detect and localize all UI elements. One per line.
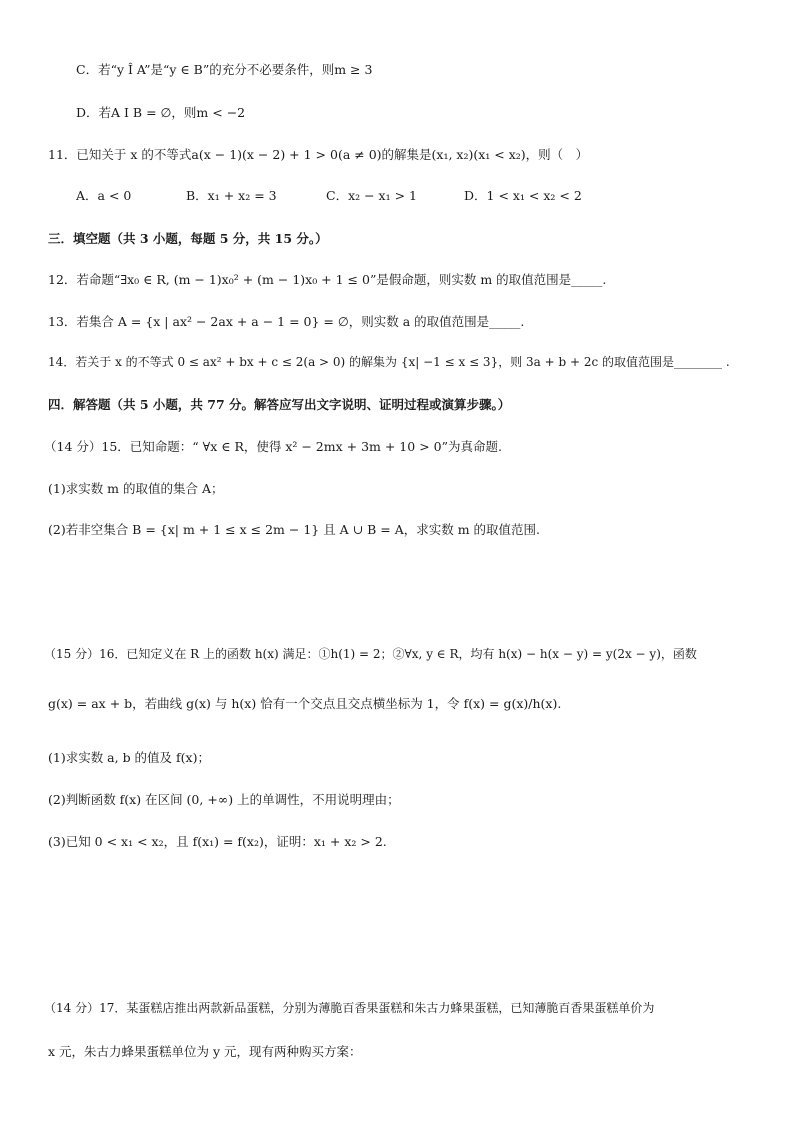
q16-part2: (2)判断函数 f(x) 在区间 (0, +∞) 上的单调性，不用说明理由； [48,792,400,807]
q11-option-b: B．x₁ + x₂ = 3 [186,188,277,203]
q16-stem-line1: （15 分）16．已知定义在 R 上的函数 h(x) 满足：①h(1) = 2；②∀x, y ∈ R，均有 h(x) − h(x − y) = y(2x − y)，函数 [44,647,697,661]
q15-part2: (2)若非空集合 B = {x| m + 1 ≤ x ≤ 2m − 1} 且 A ∪ B = A，求实数 m 的取值范围. [48,522,541,537]
q15-stem: （14 分）15．已知命题：“ ∀x ∈ R，使得 x² − 2mx + 3m + 10 > 0”为真命题. [44,439,502,454]
q16-part1: (1)求实数 a, b 的值及 f(x)； [48,750,210,765]
q11-option-d: D．1 < x₁ < x₂ < 2 [464,188,582,203]
q11-option-c: C．x₂ − x₁ > 1 [326,188,417,203]
q10-option-c: C．若“y Î A”是“y ∈ B”的充分不必要条件，则m ≥ 3 [76,62,373,77]
q11-options [0,186,794,206]
q17-stem-line2: x 元，朱古力蜂果蛋糕单位为 y 元，现有两种购买方案： [48,1044,362,1059]
q14: 14．若关于 x 的不等式 0 ≤ ax² + bx + c ≤ 2(a > 0) 的解集为 {x| −1 ≤ x ≤ 3}，则 3a + b + 2c 的取值范围是________ . [48,355,730,369]
q17-stem-line1: （14 分）17．某蛋糕店推出两款新品蛋糕，分别为薄脆百香果蛋糕和朱古力蜂果蛋糕，已知薄脆百香果蛋糕单价为 [44,1001,655,1015]
q11-stem: 11．已知关于 x 的不等式a(x − 1)(x − 2) + 1 > 0(a ≠ 0)的解集是(x₁, x₂)(x₁ < x₂)，则（ ） [48,147,589,162]
section4-title: 四．解答题（共 5 小题，共 77 分。解答应写出文字说明、证明过程或演算步骤。） [48,397,511,412]
q16-stem-line2: g(x) = ax + b，若曲线 g(x) 与 h(x) 恰有一个交点且交点横坐标为 1，令 f(x) = g(x)/h(x). [48,696,562,711]
section3-title: 三．填空题（共 3 小题，每题 5 分，共 15 分。） [48,231,328,246]
q15-part1: (1)求实数 m 的取值的集合 A； [48,481,224,496]
q16-part3: (3)已知 0 < x₁ < x₂，且 f(x₁) = f(x₂)，证明：x₁ + x₂ > 2. [48,834,387,849]
q11-option-a: A．a < 0 [76,188,132,203]
q13: 13．若集合 A = {x | ax² − 2ax + a − 1 = 0} = ∅，则实数 a 的取值范围是_____. [48,314,525,329]
q10-option-d: D．若A I B = ∅，则m < −2 [76,105,246,120]
q12: 12．若命题“∃x₀ ∈ R, (m − 1)x₀² + (m − 1)x₀ + 1 ≤ 0”是假命题，则实数 m 的取值范围是_____. [48,272,607,287]
